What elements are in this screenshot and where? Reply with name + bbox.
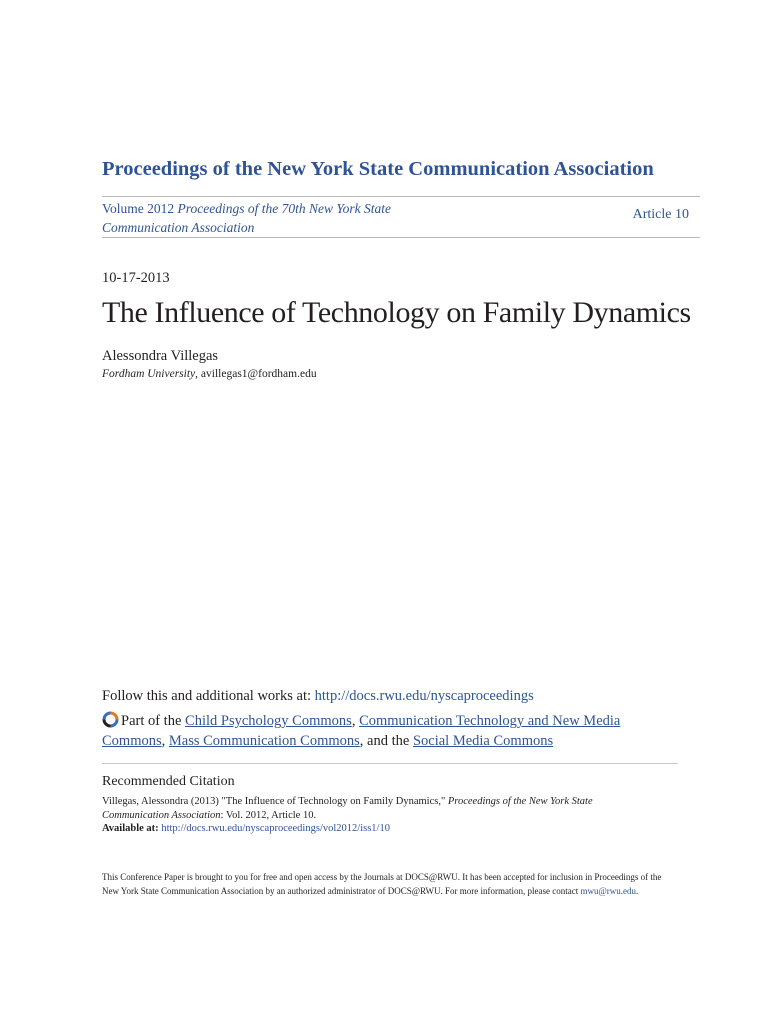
communication-technology-commons-link[interactable]: Communication Technology and New Media Commons [102,713,621,749]
mass-communication-commons-link[interactable]: Mass Communication Commons [168,733,360,749]
social-media-commons-link[interactable]: Social Media Commons [412,733,554,749]
follow-text: Follow this and additional works at: [102,688,315,704]
author-email: , avillegas1@fordham.edu [195,368,317,380]
network-commons-icon [102,711,119,728]
affiliation-name: Fordham University [102,368,196,380]
journal-title[interactable]: Proceedings of the New York State Communication Association [102,158,654,180]
access-notice [102,871,672,898]
citation-link[interactable]: http://docs.rwu.edu/nyscaproceedings/vol2012/iss1/10 [161,823,390,834]
separator: , [351,713,360,729]
citation-text [102,795,662,836]
citation-journal: Proceedings of the New York State Communication Association [102,796,593,821]
available-label: Available at: [102,823,162,834]
repository-link[interactable]: http://docs.rwu.edu/nyscaproceedings [314,688,534,704]
citation-volume: : Vol. 2012, Article 10. [220,809,317,821]
separator: , and the [359,733,413,749]
divider [102,196,700,197]
volume-label[interactable]: Volume 2012 [102,201,175,216]
volume-line[interactable] [102,199,422,237]
contact-email-link[interactable]: mwu@rwu.edu [580,885,636,896]
paper-title: The Influence of Technology on Family Dynamics [102,296,691,329]
follow-line [102,688,534,705]
divider [102,237,700,238]
volume-title-line2[interactable]: Communication Association [102,220,255,235]
child-psychology-commons-link[interactable]: Child Psychology Commons [185,713,352,729]
volume-title-line1[interactable]: Proceedings of the 70th New York State [177,201,391,216]
separator: , [161,733,169,749]
divider [102,763,678,764]
notice-end: . [636,885,639,896]
author-name: Alessondra Villegas [102,348,219,364]
publication-date: 10-17-2013 [102,270,170,286]
citation-heading: Recommended Citation [102,774,235,789]
disciplines-line [102,711,642,751]
article-number-link[interactable]: Article 10 [632,207,689,222]
notice-text: This Conference Paper is brought to you for free and open access by the Journals at DOCS@RWU. It has been accepted for inclusion in Proceedings of the New York State Communication Association by an authorized administrator of DOCS@RWU. For more information, please contact [102,872,662,896]
author-affiliation [102,368,317,380]
citation-plain: Villegas, Alessondra (2013) "The Influence of Technology on Family Dynamics," [102,796,448,807]
part-of-prefix: Part of the [121,713,186,729]
